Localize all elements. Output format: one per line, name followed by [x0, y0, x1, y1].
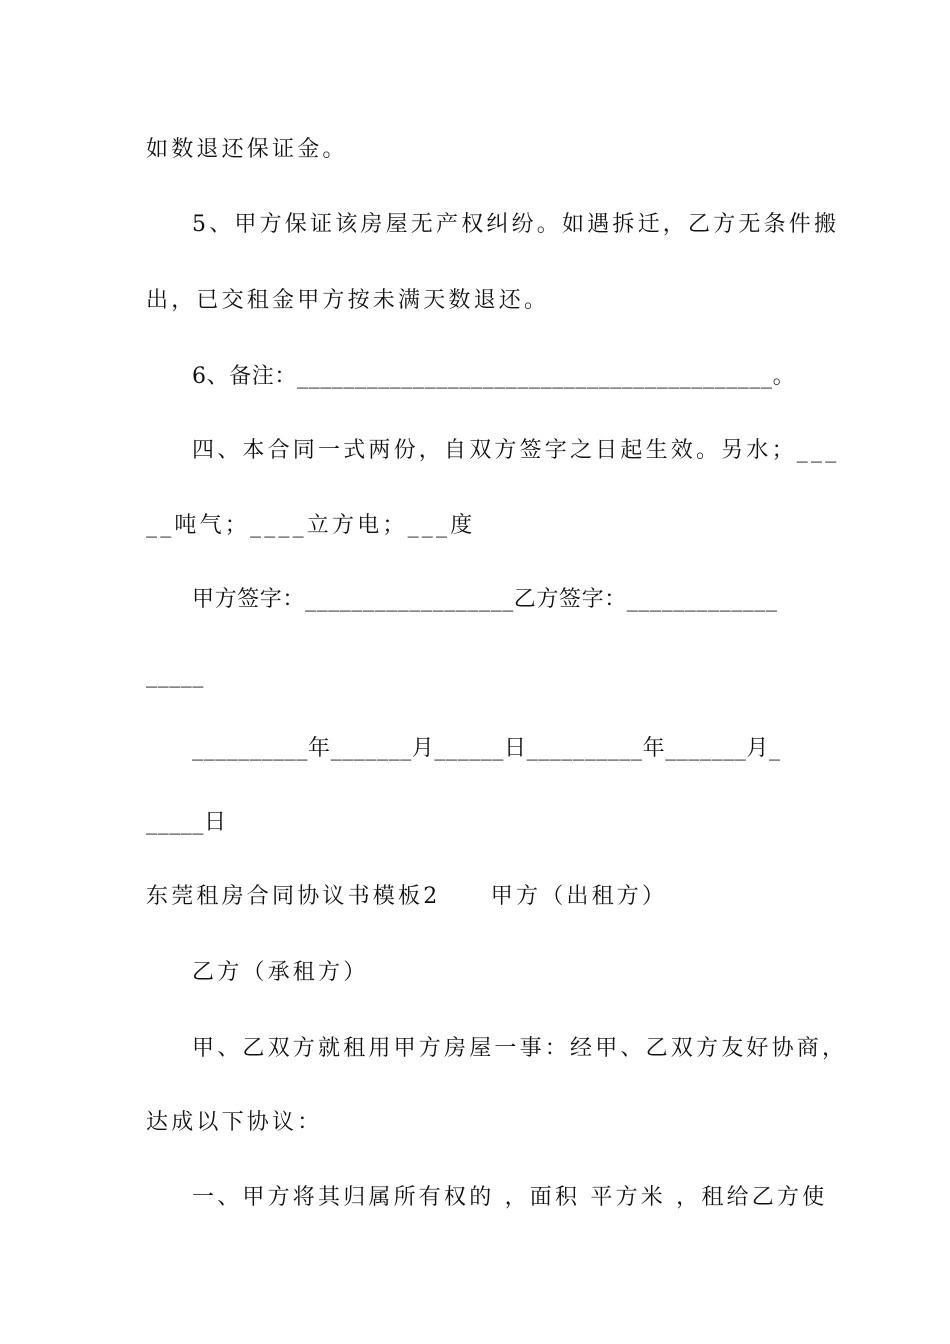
signature-line: 甲方签字：__________________乙方签字：_____________	[192, 587, 778, 612]
date-line: __________年_______月______日__________年_______月_	[192, 736, 781, 761]
paragraph-line: 如数退还保证金。	[146, 137, 348, 162]
date-line-continued: _____日	[146, 810, 227, 835]
remarks-line: 6、备注：_________________________________________。	[192, 364, 796, 389]
paragraph-line: 5、甲方保证该房屋无产权纠纷。如遇拆迁，乙方无条件搬	[192, 212, 840, 237]
signature-line-continued: _____	[146, 663, 204, 688]
utilities-line: __吨气；____立方电；___度	[146, 513, 476, 538]
paragraph-line: 甲、乙双方就租用甲方房屋一事：经甲、乙双方友好协商，	[192, 1036, 848, 1061]
paragraph-line: 达成以下协议：	[146, 1110, 323, 1135]
paragraph-line: 出，已交租金甲方按未满天数退还。	[146, 288, 550, 313]
section-heading: 东莞租房合同协议书模板2 甲方（出租方）	[146, 884, 668, 909]
party-b-line: 乙方（承租方）	[192, 960, 369, 985]
paragraph-line: 一、甲方将其归属所有权的 ，面积 平方米 ，租给乙方使	[192, 1185, 828, 1210]
paragraph-line: 四、本合同一式两份，自双方签字之日起生效。另水；___	[192, 438, 840, 463]
